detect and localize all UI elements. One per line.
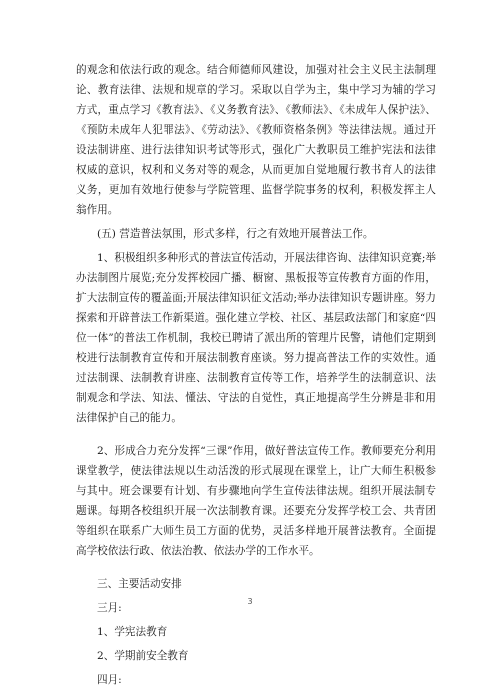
month-label-april: 四月: — [97, 674, 122, 686]
list-item: 1、学宪法教育 — [97, 626, 168, 638]
subsection-heading-five: (五) 营造普法氛围，形式多样，行之有效地开展普法工作。 — [97, 228, 374, 240]
paragraph-three-lessons: 2、形成合力充分发挥“三课”作用，做好普法宣传工作。教师要充分利用课堂教学，使法律法规以生动活泼的形式展现在课堂上，让广大师生积极参与其中。班会课要有计划、有步骤地向学生宣传法律法规。组织开展法制专题课。每期各校组织开展一次法制教育课。还要充分发挥学校工会、共青团等组织在联系广大师生员工方面的优势，灵活多样地开展普法教育。全面提高学校依法行政、依法治教、依法办学的工作水平。 — [76, 445, 436, 557]
section-title: 三、主要活动安排 — [97, 578, 182, 590]
paragraph-activities: 1、积极组织多种形式的普法宣传活动，开展法律咨询、法律知识竞赛;举办法制图片展览;充分发挥校园广播、橱窗、黑板报等宣传教育方面的作用，扩大法制宣传的覆盖面;开展法律知识征文活动;举办法律知识专题讲座。努力探索和开辟普法工作新渠道。强化建立学校、社区、基层政法部门和家庭“四位一体”的普法工作机制，我校已聘请了派出所的管理片民警，请他们定期到校进行法制教育宣传和开展法制教育座谈。努力提高普法工作的实效性。通过法制课、法制教育讲座、法制教育宣传等工作，培养学生的法制意识、法制观念和学法、知法、懂法、守法的自觉性，真正地提高学生分辨是非和用法律保护自己的能力。 — [76, 252, 436, 424]
list-item: 2、学期前安全教育 — [97, 650, 189, 662]
paragraph-legal-study: 的观念和依法行政的观念。结合师德师风建设，加强对社会主义民主法制理论、教育法律、法规和规章的学习。采取以自学为主，集中学习为辅的学习方式，重点学习《教育法》、《义务教育法》、《教师法》、《未成年人保护法》、《预防未成年人犯罪法》、《劳动法》、《教师资格条例》等法律法规。通过开设法制讲座、进行法律知识考试等形式，强化广大教职员工维护宪法和法律权威的意识，权利和义务对等的观念，从而更加自觉地履行教书育人的法律义务，更加有效地行使参与学院管理、监督学院事务的权利，积极发挥主人翁作用。 — [76, 64, 436, 216]
page-number: 3 — [247, 597, 253, 606]
month-label-march: 三月: — [97, 602, 122, 614]
